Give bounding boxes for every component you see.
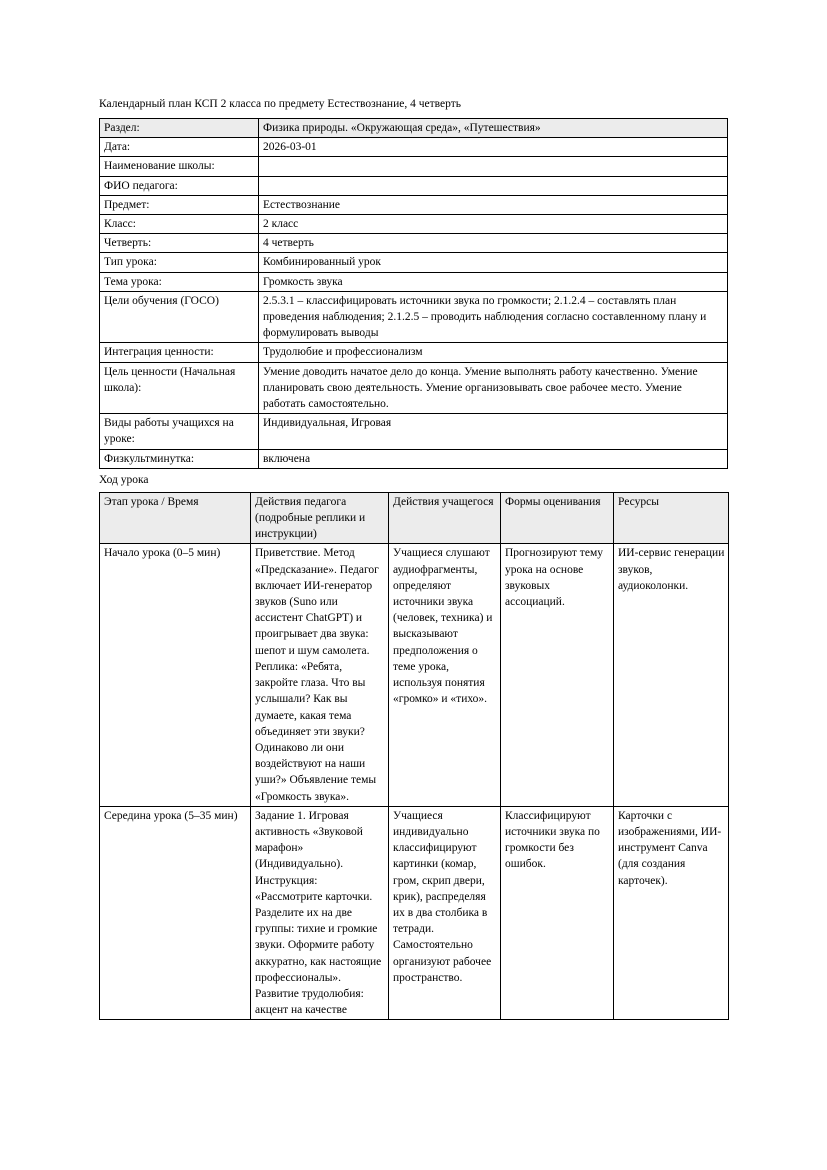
table-row	[100, 362, 728, 414]
info-label: Тип урока:	[100, 253, 259, 272]
page-title: Календарный план КСП 2 класса по предмету Естествознание, 4 четверть	[99, 98, 461, 110]
info-label: ФИО педагога:	[100, 176, 259, 195]
info-label: Цель ценности (Начальная школа):	[100, 362, 259, 414]
info-label: Виды работы учащихся на уроке:	[100, 414, 259, 449]
table-row	[100, 157, 728, 176]
table-row	[100, 272, 728, 291]
table-row	[100, 138, 728, 157]
table-row	[100, 414, 728, 449]
cell-stage: Середина урока (5–35 мин)	[100, 806, 251, 1020]
table-row	[100, 234, 728, 253]
column-header-assessment: Формы оценивания	[501, 492, 614, 544]
info-value: Физика природы. «Окружающая среда», «Путешествия»	[259, 119, 728, 138]
info-value: 2 класс	[259, 215, 728, 234]
lesson-info-table	[99, 118, 728, 469]
cell-teacher-actions: Приветствие. Метод «Предсказание». Педагог включает ИИ-генератор звуков (Suno или ассистент ChatGPT) и проигрывает два звука: шепот и шум самолета. Реплика: «Ребята, закройте глаза. Что вы услышали? Как вы думаете, какая тема объединяет эти звуки? Одинаково ли они воздействуют на наши уши?» Объявление темы «Громкость звука».	[251, 544, 389, 806]
cell-teacher-actions: Задание 1. Игровая активность «Звуковой марафон» (Индивидуально). Инструкция: «Рассмотрите карточки. Разделите их на две группы: тихие и громкие звуки. Оформите работу аккуратно, как настоящие профессионалы». Развитие трудолюбия: акцент на качестве	[251, 806, 389, 1020]
table-row	[100, 176, 728, 195]
info-value	[259, 176, 728, 195]
lesson-flow-table-head	[100, 492, 729, 544]
info-value: включена	[259, 449, 728, 468]
info-label: Тема урока:	[100, 272, 259, 291]
info-value: Индивидуальная, Игровая	[259, 414, 728, 449]
info-label: Наименование школы:	[100, 157, 259, 176]
info-label: Цели обучения (ГОСО)	[100, 291, 259, 343]
column-header-stage: Этап урока / Время	[100, 492, 251, 544]
info-label: Физкультминутка:	[100, 449, 259, 468]
info-value: 2.5.3.1 – классифицировать источники звука по громкости; 2.1.2.4 – составлять план проведения наблюдения; 2.1.2.5 – проводить наблюдения согласно составленному плану и формулировать выводы	[259, 291, 728, 343]
cell-student-actions: Учащиеся индивидуально классифицируют картинки (комар, гром, скрип двери, крик), распределяя их в два столбика в тетради. Самостоятельно организуют рабочее пространство.	[389, 806, 501, 1020]
table-row	[100, 253, 728, 272]
column-header-resources: Ресурсы	[614, 492, 729, 544]
info-label: Четверть:	[100, 234, 259, 253]
info-value: 4 четверть	[259, 234, 728, 253]
info-label: Предмет:	[100, 195, 259, 214]
table-row	[100, 291, 728, 343]
table-row	[100, 195, 728, 214]
table-row	[100, 119, 728, 138]
table-header-row	[100, 492, 729, 544]
column-header-student-actions: Действия учащегося	[389, 492, 501, 544]
table-row	[100, 449, 728, 468]
lesson-info-table-body	[100, 119, 728, 469]
info-value: Комбинированный урок	[259, 253, 728, 272]
info-label: Раздел:	[100, 119, 259, 138]
cell-assessment: Прогнозируют тему урока на основе звуковых ассоциаций.	[501, 544, 614, 806]
info-label: Интеграция ценности:	[100, 343, 259, 362]
table-row	[100, 215, 728, 234]
info-value: 2026-03-01	[259, 138, 728, 157]
info-value	[259, 157, 728, 176]
info-value: Громкость звука	[259, 272, 728, 291]
table-row	[100, 544, 729, 806]
cell-resources: ИИ-сервис генерации звуков, аудиоколонки.	[614, 544, 729, 806]
flow-section-label: Ход урока	[99, 473, 149, 486]
cell-stage: Начало урока (0–5 мин)	[100, 544, 251, 806]
cell-student-actions: Учащиеся слушают аудиофрагменты, определяют источники звука (человек, техника) и высказывают предположения о теме урока, используя понятия «громко» и «тихо».	[389, 544, 501, 806]
info-value: Умение доводить начатое дело до конца. Умение выполнять работу качественно. Умение планировать свою деятельность. Умение организовывать свое рабочее место. Умение работать самостоятельно.	[259, 362, 728, 414]
lesson-flow-table	[99, 492, 729, 1021]
document-content	[99, 96, 728, 1020]
table-row	[100, 806, 729, 1020]
info-value: Трудолюбие и профессионализм	[259, 343, 728, 362]
column-header-teacher-actions: Действия педагога (подробные реплики и инструкции)	[251, 492, 389, 544]
info-label: Класс:	[100, 215, 259, 234]
info-label: Дата:	[100, 138, 259, 157]
info-value: Естествознание	[259, 195, 728, 214]
cell-resources: Карточки с изображениями, ИИ-инструмент Canva (для создания карточек).	[614, 806, 729, 1020]
table-row	[100, 343, 728, 362]
cell-assessment: Классифицируют источники звука по громкости без ошибок.	[501, 806, 614, 1020]
lesson-flow-table-body	[100, 544, 729, 1020]
